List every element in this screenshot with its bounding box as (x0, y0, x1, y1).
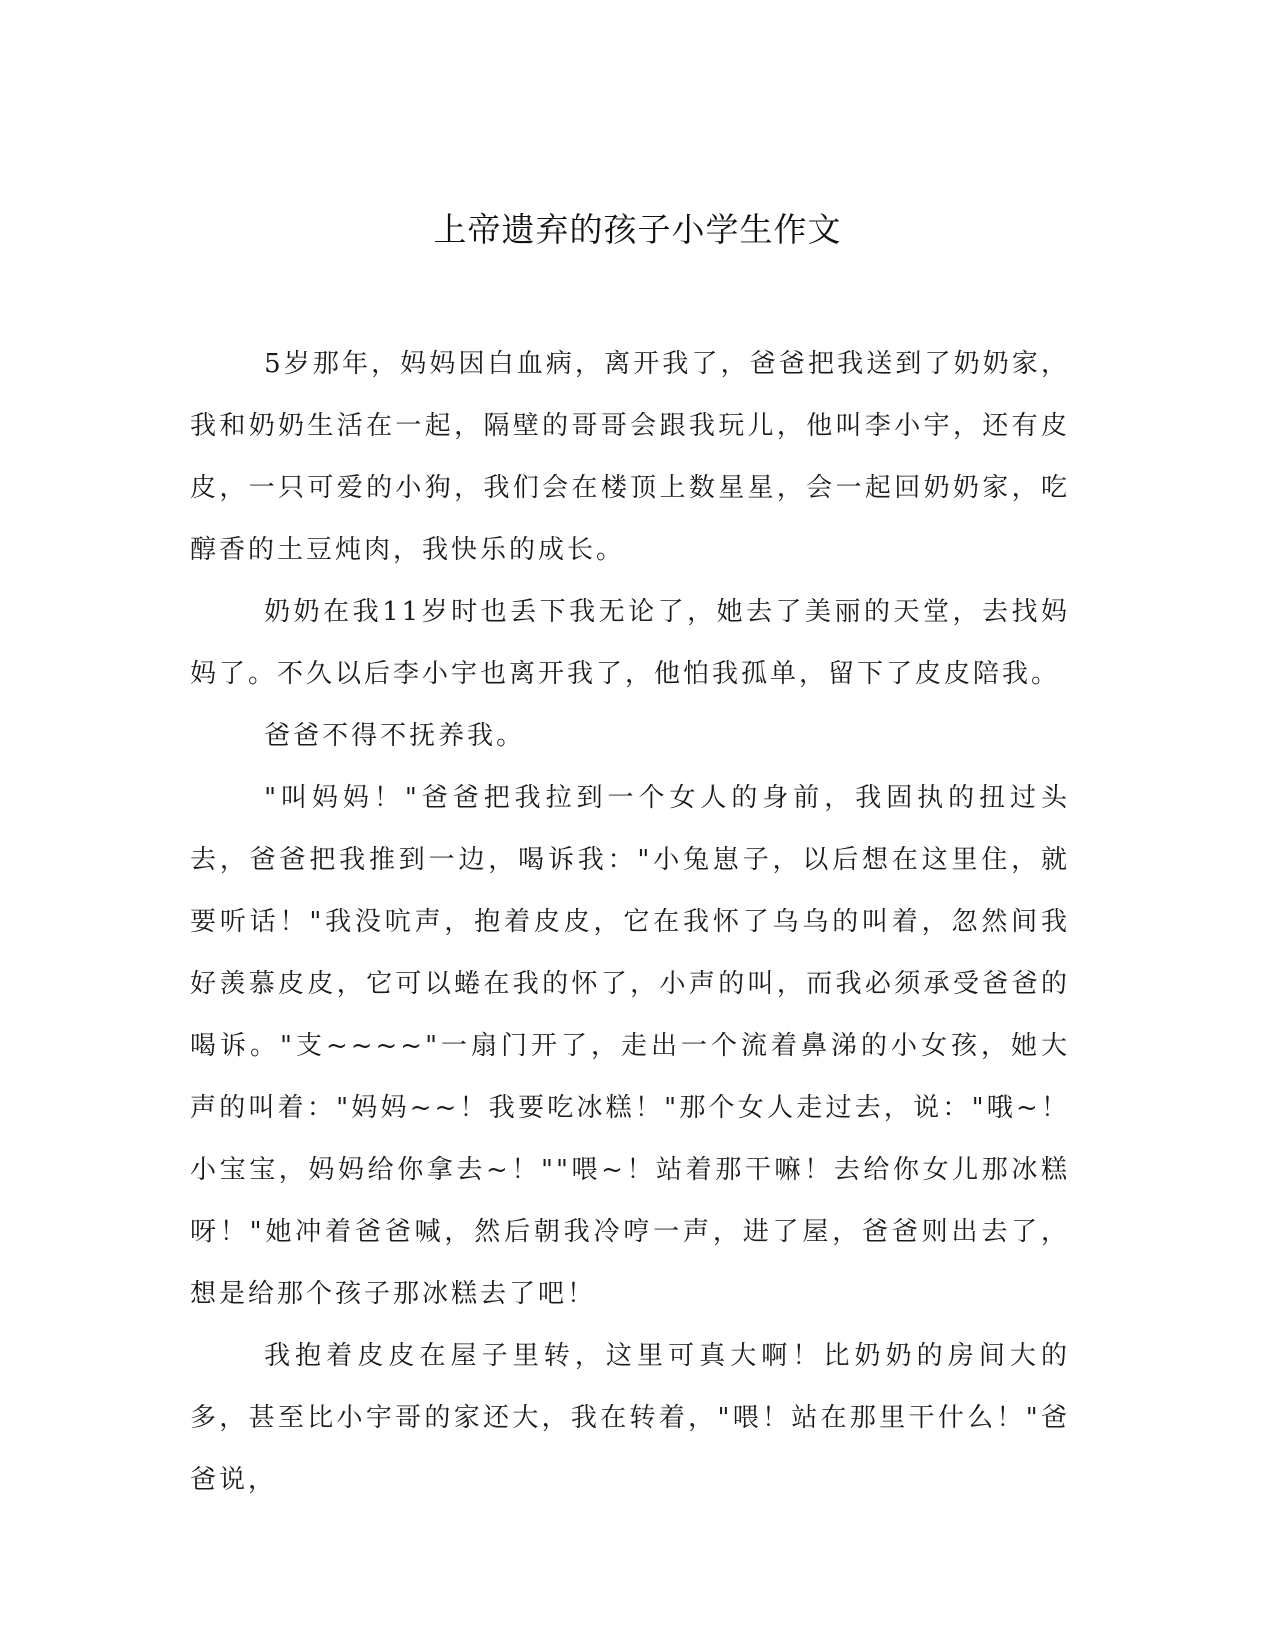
paragraph-1: 5岁那年，妈妈因白血病，离开我了，爸爸把我送到了奶奶家，我和奶奶生活在一起，隔壁的哥哥会跟我玩儿，他叫李小宇，还有皮皮，一只可爱的小狗，我们会在楼顶上数星星，会一起回奶奶家，吃醇香的土豆炖肉，我快乐的成长。 (190, 349, 1070, 565)
paragraph-3: 爸爸不得不抚养我。 (264, 721, 526, 751)
paragraph-2: 奶奶在我11岁时也丢下我无论了，她去了美丽的天堂，去找妈妈了。不久以后李小宇也离开我了，他怕我孤单，留下了皮皮陪我。 (190, 597, 1070, 689)
document-body (190, 333, 1070, 1511)
document-title: 上帝遗弃的孩子小学生作文 (433, 210, 842, 249)
paragraph-5: 我抱着皮皮在屋子里转，这里可真大啊！比奶奶的房间大的多，甚至比小宇哥的家还大，我在转着，"喂！站在那里干什么！"爸爸说， (190, 1341, 1070, 1495)
paragraph-4: "叫妈妈！"爸爸把我拉到一个女人的身前，我固执的扭过头去，爸爸把我推到一边，喝诉我："小兔崽子，以后想在这里住，就要听话！"我没吭声，抱着皮皮，它在我怀了乌乌的叫着，忽然间我好羡慕皮皮，它可以蜷在我的怀了，小声的叫，而我必须承受爸爸的喝诉。"支~~~~"一扇门开了，走出一个流着鼻涕的小女孩，她大声的叫着："妈妈~~！我要吃冰糕！"那个女人走过去，说："哦~！小宝宝，妈妈给你拿去~！""喂~！站着那干嘛！去给你女儿那冰糕呀！"她冲着爸爸喊，然后朝我冷哼一声，进了屋，爸爸则出去了，想是给那个孩子那冰糕去了吧！ (190, 783, 1070, 1309)
